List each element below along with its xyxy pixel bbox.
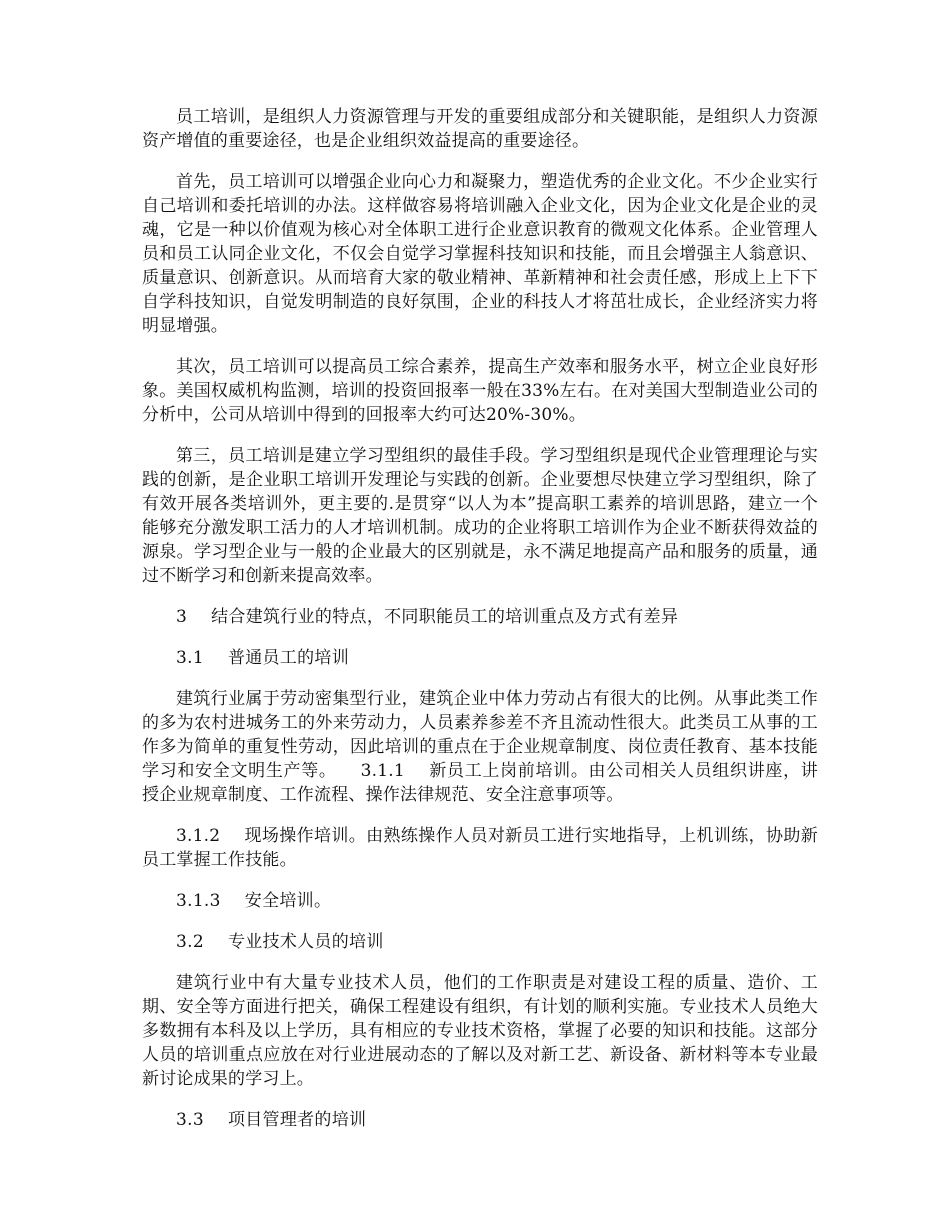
subsection-text: 安全培训。 (244, 891, 332, 911)
section-number: 3.3 (176, 1110, 204, 1130)
subsection-number: 3.1.1 (360, 761, 405, 781)
paragraph-3-1-2 (142, 824, 818, 872)
document-page (142, 105, 818, 1149)
paragraph-3-2-body: 建筑行业中有大量专业技术人员，他们的工作职责是对建设工程的质量、造价、工期、安全等方面进行把关，确保工程建设有组织，有计划的顺利实施。专业技术人员绝大多数拥有本科及以上学历，具有相应的专业技术资格，掌握了必要的知识和技能。这部分人员的培训重点应放在对行业进展动态的了解以及对新工艺、新设备、新材料等本专业最新讨论成果的学习上。 (142, 973, 818, 1089)
subsection-number: 3.1.2 (176, 826, 221, 846)
section-heading-3-2 (142, 930, 818, 954)
section-number: 3 (176, 607, 188, 627)
subsection-number: 3.1.3 (176, 891, 221, 911)
paragraph-second: 其次，员工培训可以提高员工综合素养，提高生产效率和服务水平，树立企业良好形象。美国权威机构监测，培训的投资回报率一般在33%左右。在对美国大型制造业公司的分析中，公司从培训中得到的回报率大约可达20%-30%。 (142, 357, 818, 425)
section-heading-3-1 (142, 646, 818, 670)
paragraph-first: 首先，员工培训可以增强企业向心力和凝聚力，塑造优秀的企业文化。不少企业实行自己培训和委托培训的办法。这样做容易将培训融入企业文化，因为企业文化是企业的灵魂，它是一种以价值观为核心对全体职工进行企业意识教育的微观文化体系。企业管理人员和员工认同企业文化，不仅会自觉学习掌握科技知识和技能，而且会增强主人翁意识、质量意识、创新意识。从而培育大家的敬业精神、革新精神和社会责任感，形成上上下下自学科技知识，自觉发明制造的良好氛围，企业的科技人才将茁壮成长，企业经济实力将明显增强。 (142, 172, 818, 336)
subsection-text: 新员工上岗前培训。由公司相关人员组织讲座，讲授企业规章制度、工作流程、操作法律规范、安全注意事项等。 (142, 761, 818, 805)
section-heading-3 (142, 605, 818, 629)
paragraph-3-1-body (142, 687, 818, 807)
paragraph-text: 建筑行业属于劳动密集型行业，建筑企业中体力劳动占有很大的比例。从事此类工作的多为农村进城务工的外来劳动力，人员素养参差不齐且流动性很大。此类员工从事的工作多为简单的重复性劳动，因此培训的重点在于企业规章制度、岗位责任教育、基本技能学习和安全文明生产等。 (142, 689, 818, 781)
section-title: 结合建筑行业的特点，不同职能员工的培训重点及方式有差异 (211, 607, 679, 627)
paragraph-3-1-3 (142, 889, 818, 913)
section-heading-3-3 (142, 1108, 818, 1132)
subsection-text: 现场操作培训。由熟练操作人员对新员工进行实地指导，上机训练，协助新员工掌握工作技能。 (142, 826, 818, 870)
section-title: 项目管理者的培训 (227, 1110, 367, 1130)
paragraph-third: 第三，员工培训是建立学习型组织的最佳手段。学习型组织是现代企业管理理论与实践的创新，是企业职工培训开发理论与实践的创新。企业要想尽快建立学习型组织，除了有效开展各类培训外，更主要的.是贯穿“以人为本”提高职工素养的培训思路，建立一个能够充分激发职工活力的人才培训机制。成功的企业将职工培训作为企业不断获得效益的源泉。学习型企业与一般的企业最大的区别就是，永不满足地提高产品和服务的质量，通过不断学习和创新来提高效率。 (142, 446, 818, 586)
section-title: 专业技术人员的培训 (227, 932, 384, 952)
section-number: 3.2 (176, 932, 204, 952)
paragraph-intro: 员工培训，是组织人力资源管理与开发的重要组成部分和关键职能，是组织人力资源资产增值的重要途径，也是企业组织效益提高的重要途径。 (142, 107, 818, 151)
section-title: 普通员工的培训 (227, 648, 350, 668)
section-number: 3.1 (176, 648, 204, 668)
